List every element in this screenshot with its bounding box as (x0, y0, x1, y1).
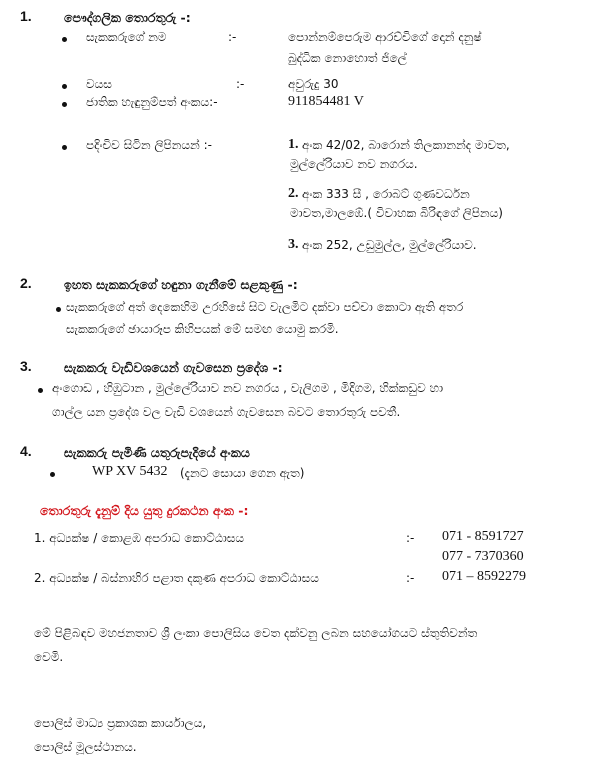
bullet-icon (62, 102, 67, 107)
contact-row-1-phone-2[interactable]: 077 - 7370360 (442, 549, 524, 564)
section-4-number: 4. (20, 443, 32, 459)
name-label: සැකකරුගේ නම (86, 30, 167, 44)
address-2-number: 2. (288, 186, 299, 201)
section-1-title: පෞද්ගලික තොරතුරු -: (64, 10, 191, 25)
nic-value: 911854481 V (288, 94, 364, 109)
name-value-line1: පොන්නම්පෙරුම ආරච්චිගේ දොන් දනුෂ් (288, 30, 482, 44)
section-3-line1: අංගොඩ , හිඹුටාන , මුල්ලේරියාව නව නගරය , වැලිගම , මිදිගම, හික්කඩුව හා (52, 381, 444, 395)
closing-line1: මේ පිළිබඳව මහජනතාව ශ්‍රී ලංකා පොලිසිය වෙත දක්වනු ලබන සහයෝගයට ස්තුතිවන්ත (34, 626, 478, 640)
section-2-line1: සැකකරුගේ අත් දෙකෙහිම උරහිසේ සිට වැලමිට දක්වා පච්චා කොටා ඇති අතර (66, 300, 464, 314)
contact-row-1-label: 1. අධ්‍යක්ෂ / කොළඹ අපරාධ කොට්ඨාසය (34, 531, 245, 545)
section-2-title: ඉහත සැකකරුගේ හඳුනා ගැනීමේ සළකුණු -: (64, 277, 298, 292)
contact-row-2-label: 2. අධ්‍යක්ෂ / බස්නාහිර පළාත දකුණ අපරාධ කොට්ඨාසය (34, 571, 319, 585)
section-3-number: 3. (20, 358, 32, 374)
bullet-icon (56, 307, 61, 312)
address-1-number: 1. (288, 137, 299, 152)
section-1-number: 1. (20, 8, 32, 24)
contact-row-2-phone[interactable]: 071 – 8592279 (442, 569, 526, 584)
nic-label: ජාතික හැඳුනුම්පත් අංකය:- (86, 95, 218, 109)
contact-row-1-separator: :- (406, 531, 415, 545)
plate-number: WP XV 5432 (92, 464, 168, 479)
bullet-icon (50, 472, 55, 477)
section-3-title: සැකකරු වැඩිවශයෙන් ගැවසෙන ප්‍රදේශ -: (64, 360, 283, 375)
section-2-line2: සැකකරුගේ ඡායාරූප කිහිපයක් මේ සමඟ යොමු කරමි. (66, 322, 339, 336)
age-separator: :- (236, 77, 245, 91)
section-4-title: සැකකරු පැමිණි යතුරුපැදියේ අංකය (64, 445, 250, 460)
contact-row-2-separator: :- (406, 571, 415, 585)
address-label: පදිංචිව සිටින ලිපිනයන් :- (86, 138, 212, 152)
address-2-line2: මාවත,මාලඹේ.( විවාහක බිරිඳගේ ලිපිනය) (290, 206, 503, 220)
address-3-number: 3. (288, 237, 299, 252)
bullet-icon (62, 145, 67, 150)
bullet-icon (62, 37, 67, 42)
name-value-line2: බුද්ධික නොහොත් ජිලේ (288, 51, 407, 65)
signature-line2: පොලිස් මූලස්ථානය. (34, 740, 137, 754)
address-1-line1: අංක 42/02, බාරොන් තිලකානන්ද මාවත, (302, 138, 510, 152)
address-3-text: අංක 252, උඩුමුල්ල, මුල්ලේරියාව. (302, 238, 477, 252)
section-3-line2: ගාල්ල යන ප්‍රදේශ වල වැඩි වශයෙන් ගැවසෙන බවට තොරතුරු පවතී. (52, 405, 401, 419)
bullet-icon (62, 84, 67, 89)
section-2-number: 2. (20, 275, 32, 291)
age-value: අවුරුදු 30 (288, 77, 339, 91)
age-label: වයස (86, 77, 112, 91)
contact-row-1-phone-1[interactable]: 071 - 8591727 (442, 529, 524, 544)
address-2-line1: අංක 333 සී , රොබට් ගුණවර්ධන (302, 187, 470, 201)
closing-line2: වෙමි. (34, 650, 64, 664)
signature-line1: පොලිස් මාධ්‍ය ප්‍රකාශක කාර්යාලය, (34, 716, 207, 730)
bullet-icon (38, 388, 43, 393)
address-1-line2: මුල්ලේරියාව නව නගරය. (290, 157, 418, 171)
plate-note: (දැනට සොයා ගෙන ඇත) (180, 466, 305, 480)
name-separator: :- (228, 30, 237, 44)
contact-title: තොරතුරු දැනුම් දිය යුතු දුරකථන අංක -: (40, 503, 249, 518)
